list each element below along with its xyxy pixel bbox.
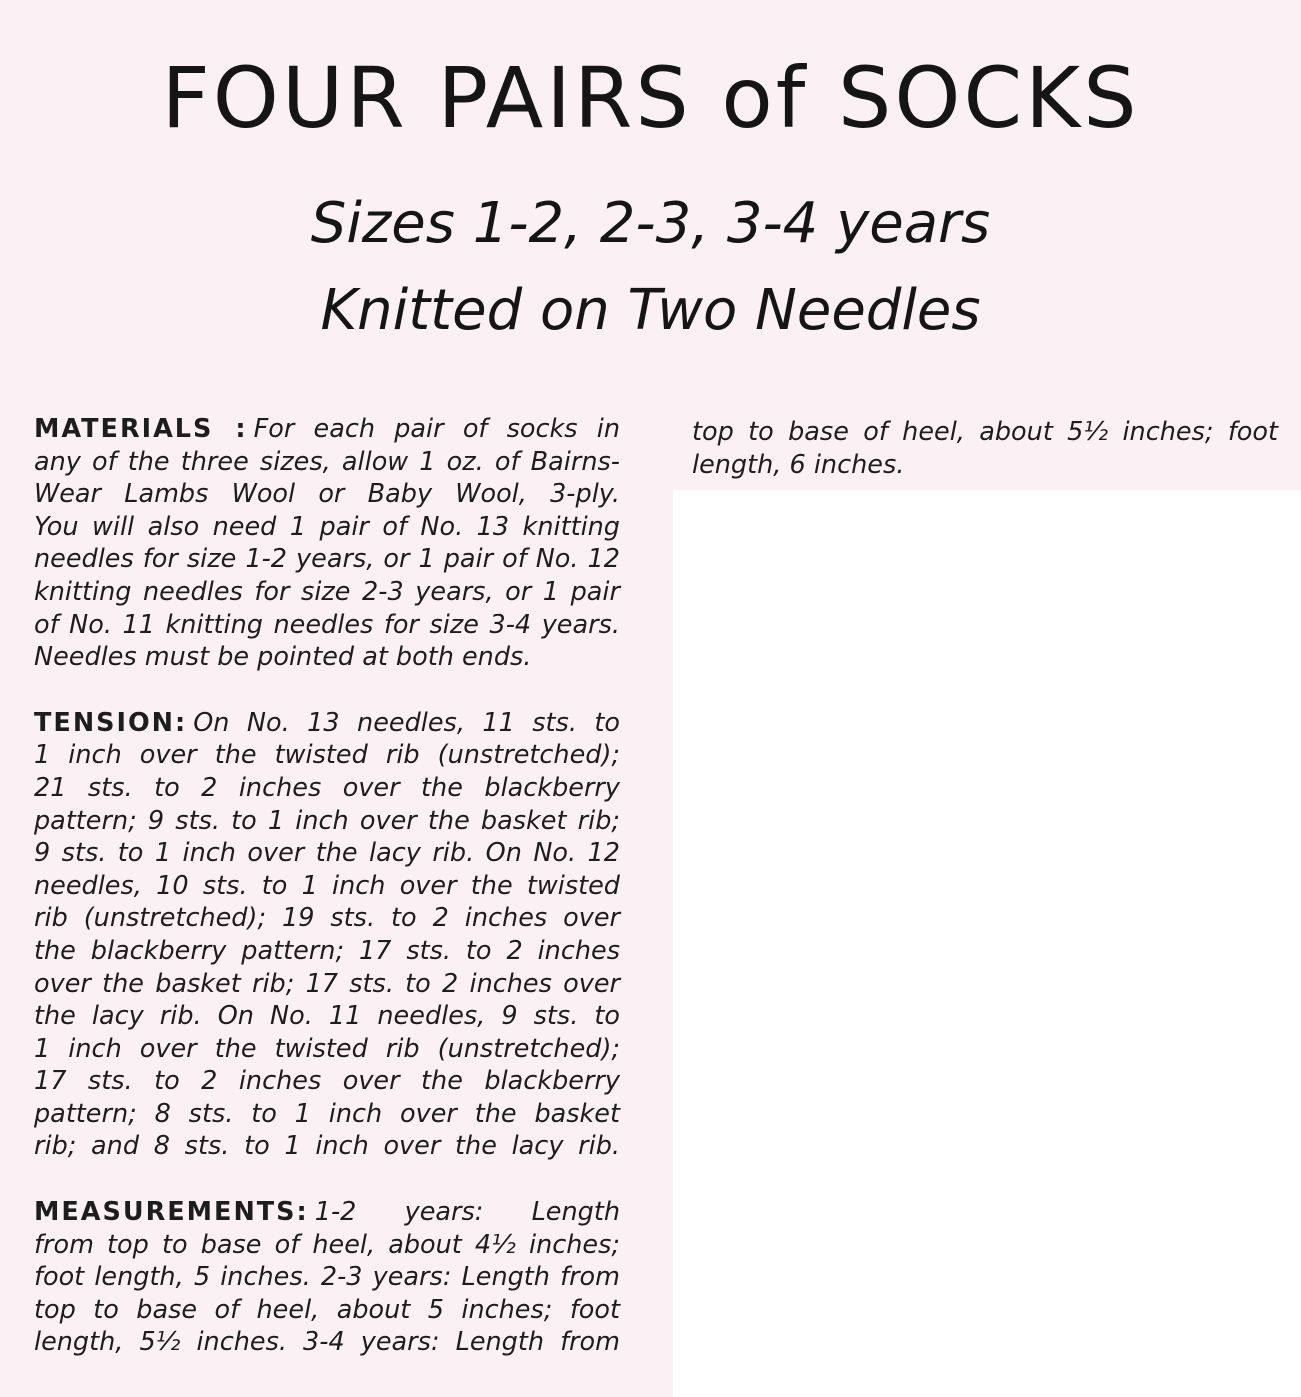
materials-line: Needles must be pointed at both ends. xyxy=(34,642,532,673)
tension-line: pattern; 9 sts. to 1 inch over the basket rib; xyxy=(34,805,620,836)
measurements-line: top to base of heel, about 5 inches; foot xyxy=(34,1294,620,1325)
tension-line: 21 sts. to 2 inches over the blackberry xyxy=(34,772,620,803)
method-subtitle: Knitted on Two Needles xyxy=(320,278,981,343)
tension-line: 17 sts. to 2 inches over the blackberry xyxy=(34,1066,620,1097)
materials-line: Wear Lambs Wool or Baby Wool, 3-ply. xyxy=(34,479,620,510)
materials-section xyxy=(34,413,620,674)
tension-line: 1 inch over the twisted rib (unstretched); xyxy=(34,740,620,771)
tension-line: the lacy rib. On No. 11 needles, 9 sts. to xyxy=(34,1001,620,1032)
materials-text: For each pair of socks in xyxy=(253,414,620,444)
tension-line: 1 inch over the twisted rib (unstretched); xyxy=(34,1033,620,1064)
measurements-section xyxy=(34,1196,620,1359)
measurements-text: 1-2 years: Length xyxy=(314,1197,620,1228)
tension-line: rib (unstretched); 19 sts. to 2 inches over xyxy=(34,903,620,934)
materials-line: of No. 11 knitting needles for size 3-4 years. xyxy=(34,609,620,640)
measurements-continued-line: length, 6 inches. xyxy=(692,449,905,480)
measurements-heading: MEASUREMENTS: xyxy=(34,1197,309,1228)
page-title: FOUR PAIRS of SOCKS xyxy=(161,49,1140,147)
tension-line: 9 sts. to 1 inch over the lacy rib. On No. 12 xyxy=(34,838,620,869)
tension-line: pattern; 8 sts. to 1 inch over the basket xyxy=(34,1098,620,1129)
tension-section xyxy=(34,707,620,1163)
measurements-continued-line: top to base of heel, about 5½ inches; foot xyxy=(692,417,1278,447)
tension-line: over the basket rib; 17 sts. to 2 inches over xyxy=(34,968,620,999)
tension-line-1 xyxy=(34,707,620,740)
measurements-line: length, 5½ inches. 3-4 years: Length from xyxy=(34,1327,620,1358)
blank-area xyxy=(673,490,1301,1397)
tension-line: rib; and 8 sts. to 1 inch over the lacy rib. xyxy=(34,1131,620,1162)
sizes-subtitle: Sizes 1-2, 2-3, 3-4 years xyxy=(310,191,991,256)
tension-line: the blackberry pattern; 17 sts. to 2 inches xyxy=(34,935,620,966)
materials-heading: MATERIALS : xyxy=(34,414,248,444)
tension-heading: TENSION: xyxy=(34,707,188,738)
tension-text: On No. 13 needles, 11 sts. to xyxy=(193,707,620,738)
materials-line-1 xyxy=(34,413,620,446)
materials-line: any of the three sizes, allow 1 oz. of Bairns- xyxy=(34,446,620,477)
materials-line: knitting needles for size 2-3 years, or 1 pair xyxy=(34,576,620,607)
measurements-line: foot length, 5 inches. 2-3 years: Length from xyxy=(34,1262,620,1293)
right-column xyxy=(692,416,1278,481)
tension-line: needles, 10 sts. to 1 inch over the twisted xyxy=(34,870,620,901)
materials-line: You will also need 1 pair of No. 13 knitting xyxy=(34,511,620,542)
measurements-line: from top to base of heel, about 4½ inches; xyxy=(34,1229,620,1260)
measurements-line-1 xyxy=(34,1196,620,1229)
left-column xyxy=(34,413,620,1392)
materials-line: needles for size 1-2 years, or 1 pair of No. 12 xyxy=(34,544,620,575)
